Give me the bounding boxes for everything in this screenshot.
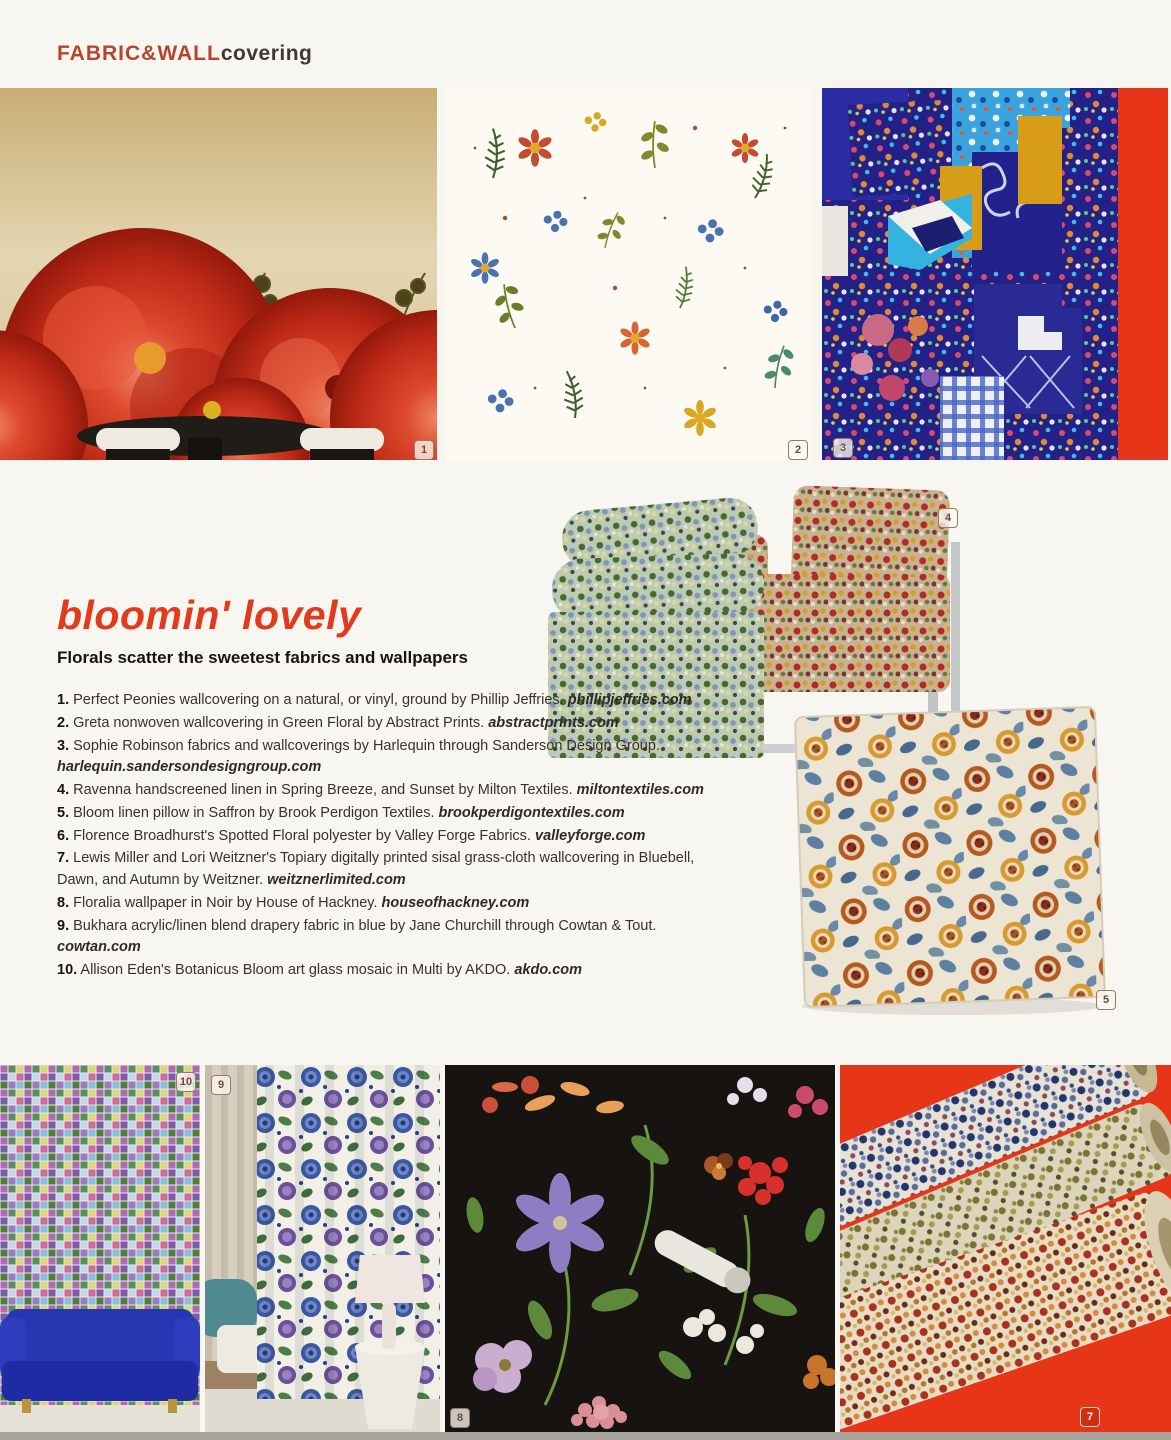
item-number-badge-8: 8: [450, 1408, 470, 1428]
website-credit: phillipjeffries.com: [567, 692, 692, 708]
website-credit: cowtan.com: [57, 939, 141, 956]
page-bottom-strip: [0, 1432, 1171, 1440]
grasscloth-rolls-illustration: [840, 1065, 1171, 1432]
photo-grasscloth-rolls: [840, 1065, 1171, 1432]
list-item-4: 4. Ravenna handscreened linen in Spring Breeze, and Sunset by Milton Textiles. miltontextiles.com: [57, 782, 704, 798]
photo-fabric-collage: [822, 88, 1168, 460]
website-credit: brookperdigontextiles.com: [438, 804, 625, 821]
website-credit: miltontextiles.com: [576, 782, 704, 798]
item-number-badge-7: 7: [1080, 1407, 1100, 1427]
photo-saffron-pillow: [772, 700, 1128, 1018]
green-floral-illustration: [445, 88, 811, 460]
item-number-badge-1: 1: [414, 440, 434, 460]
noir-floral-illustration: [445, 1065, 835, 1432]
photo-blue-drapery: [205, 1065, 440, 1432]
list-item-10: 10. Allison Eden's Botanicus Bloom art glass mosaic in Multi by AKDO. akdo.com: [57, 962, 583, 978]
photo-glass-mosaic-sofa: [0, 1065, 200, 1432]
item-number-badge-9: 9: [211, 1075, 231, 1095]
item-number-badge-10: 10: [176, 1072, 196, 1092]
product-credit-list: [57, 690, 737, 983]
list-item-1: 1. Perfect Peonies wallcovering on a natural, or vinyl, ground by Phillip Jeffries. phillipjeffries.com: [57, 692, 692, 708]
website-credit: houseofhackney.com: [381, 894, 530, 911]
article-title: bloomin' lovely: [57, 592, 362, 638]
item-number-badge-2: 2: [788, 440, 808, 460]
list-item-9: 9. Bukhara acrylic/linen blend drapery fabric in blue by Jane Churchill through Cowtan & Tout. cowtan.com: [57, 917, 657, 956]
section-header: [57, 42, 312, 66]
item-number-badge-4: 4: [938, 508, 958, 528]
blue-drapery-illustration: [205, 1065, 440, 1432]
website-credit: valleyforge.com: [535, 827, 646, 844]
website-credit: harlequin.sandersondesigngroup.com: [57, 759, 322, 776]
saffron-pillow-illustration: [772, 700, 1128, 1018]
website-credit: akdo.com: [514, 962, 583, 978]
website-credit: weitznerlimited.com: [267, 872, 406, 888]
list-item-7: 7. Lewis Miller and Lori Weitzner's Topiary digitally printed sisal grass-cloth wallcovering in Bluebell, Dawn, and Autumn by Weitzner. weitznerlimited.com: [57, 850, 695, 888]
list-item-5: 5. Bloom linen pillow in Saffron by Brook Perdigon Textiles. brookperdigontextiles.com: [57, 804, 625, 821]
fabric-collage-illustration: [822, 88, 1168, 460]
photo-noir-floral-wallpaper: [445, 1065, 835, 1432]
article-subtitle: Florals scatter the sweetest fabrics and wallpapers: [57, 648, 468, 667]
glass-mosaic-illustration: [0, 1065, 200, 1432]
website-credit: abstractprints.com: [488, 714, 619, 731]
section-header-fabric-wall: FABRIC&WALL: [57, 42, 221, 65]
list-item-8: 8. Floralia wallpaper in Noir by House of Hackney. houseofhackney.com: [57, 894, 530, 911]
list-item-6: 6. Florence Broadhurst's Spotted Floral polyester by Valley Forge Fabrics. valleyforge.com: [57, 827, 646, 844]
item-number-badge-3: 3: [833, 438, 853, 458]
list-item-3: 3. Sophie Robinson fabrics and wallcoverings by Harlequin through Sanderson Design Group. harlequin.sandersondesigngroup.com: [57, 737, 660, 776]
section-header-covering: covering: [220, 42, 313, 65]
list-item-2: 2. Greta nonwoven wallcovering in Green Floral by Abstract Prints. abstractprints.com: [57, 714, 619, 731]
peony-mural-illustration: [0, 88, 437, 460]
photo-peony-mural: [0, 88, 437, 460]
item-number-badge-5: 5: [1096, 990, 1116, 1010]
photo-green-floral-wallcovering: [445, 88, 811, 460]
